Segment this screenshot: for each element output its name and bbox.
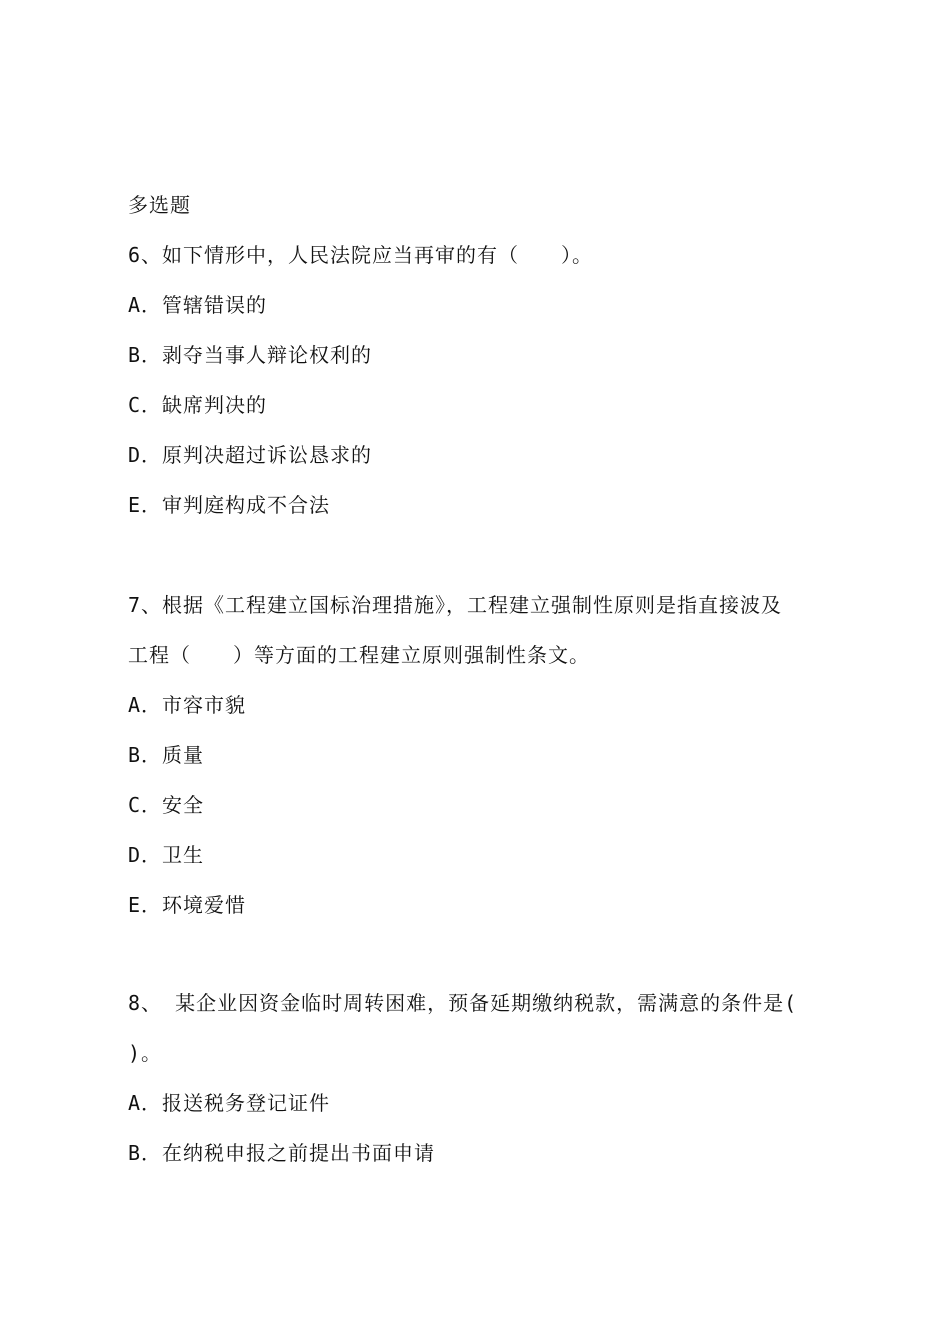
question-8-stem-line-2: )。 <box>128 1041 163 1065</box>
question-7-stem-line-1: 7、根据《工程建立国标治理措施》，工程建立强制性原则是指直接波及 <box>128 593 783 617</box>
question-7-option-d: D．卫生 <box>128 843 205 867</box>
question-8-option-b: B．在纳税申报之前提出书面申请 <box>128 1141 436 1165</box>
section-heading: 多选题 <box>128 193 191 217</box>
question-6-option-e: E．审判庭构成不合法 <box>128 493 331 517</box>
question-7-option-c: C．安全 <box>128 793 205 817</box>
question-6-option-a: A．管辖错误的 <box>128 293 268 317</box>
question-7-option-e: E．环境爱惜 <box>128 893 247 917</box>
question-6-option-d: D．原判决超过诉讼恳求的 <box>128 443 373 467</box>
question-8-option-a: A．报送税务登记证件 <box>128 1091 331 1115</box>
question-7-stem-line-2: 工程（ ）等方面的工程建立原则强制性条文。 <box>128 643 590 667</box>
question-8-stem-line-1: 8、 某企业因资金临时周转困难，预备延期缴纳税款，需满意的条件是( <box>128 991 798 1015</box>
question-7-option-b: B．质量 <box>128 743 205 767</box>
question-6-stem: 6、如下情形中，人民法院应当再审的有（ ）。 <box>128 243 594 267</box>
question-7-option-a: A．市容市貌 <box>128 693 247 717</box>
question-6-option-c: C．缺席判决的 <box>128 393 268 417</box>
question-6-option-b: B．剥夺当事人辩论权利的 <box>128 343 373 367</box>
